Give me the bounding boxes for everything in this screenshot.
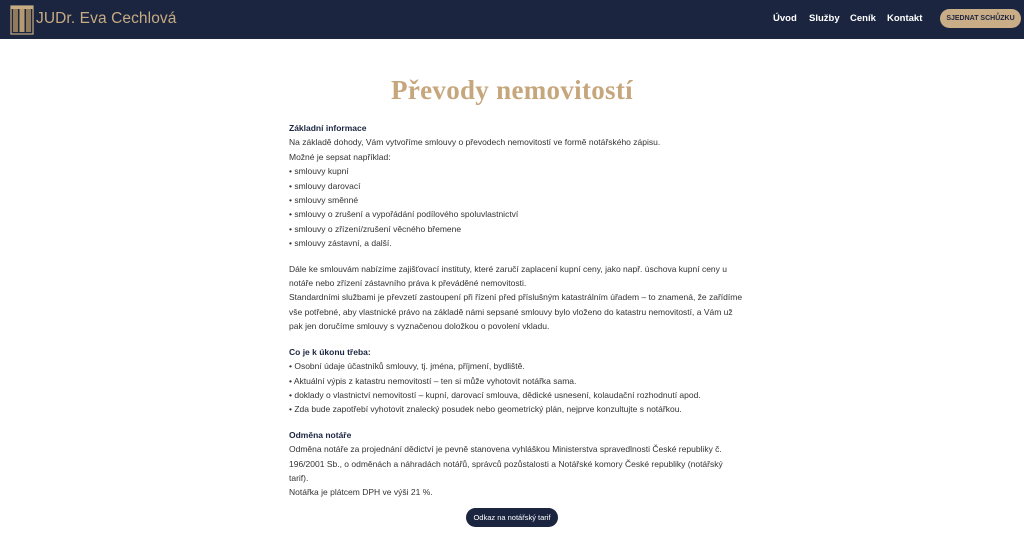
paragraph-line: 196/2001 Sb., o odměnách a náhradách notářů, správců pozůstalosti a Notářské komory České republiky (notářský bbox=[289, 458, 723, 469]
nav-item-kontakt[interactable]: Kontakt bbox=[887, 13, 923, 24]
paragraph-line: Na základě dohody, Vám vytvoříme smlouvy o převodech nemovitostí ve formě notářského zápisu. bbox=[289, 137, 661, 148]
page-title: Převody nemovitostí bbox=[391, 75, 633, 105]
nav-item-cenik[interactable]: Ceník bbox=[850, 13, 876, 24]
list-item: • Aktuální výpis z katastru nemovitostí – ten si může vyhotovit notářka sama. bbox=[289, 375, 577, 386]
logo-text[interactable]: JUDr. Eva Cechlová bbox=[36, 10, 177, 27]
main-content bbox=[289, 121, 749, 500]
list-item: • smlouvy kupní bbox=[289, 166, 349, 177]
paragraph-line: tarif). bbox=[289, 472, 309, 483]
list-item: • Zda bude zapotřebí vyhotovit znalecký posudek nebo geometrický plán, nejprve konzultujte s notářkou. bbox=[289, 404, 682, 415]
list-item: • smlouvy o zřízení/zrušení věcného břemene bbox=[289, 223, 462, 234]
list-item: • smlouvy o zrušení a vypořádání podílového spoluvlastnictví bbox=[289, 209, 519, 220]
spacer bbox=[289, 251, 749, 262]
book-appointment-button[interactable]: SJEDNAT SCHŮZKU bbox=[940, 9, 1021, 28]
list-item: • smlouvy směnné bbox=[289, 195, 359, 206]
top-navigation-bar bbox=[0, 0, 1024, 39]
list-item: • Osobní údaje účastníků smlouvy, tj. jména, příjmení, bydliště. bbox=[289, 361, 525, 372]
section-heading-fee: Odměna notáře bbox=[289, 429, 352, 440]
paragraph-line: Dále ke smlouvám nabízíme zajišťovací instituty, které zaručí zaplacení kupní ceny, jako např. úschova kupní ceny u bbox=[289, 263, 728, 274]
paragraph-line: notáře nebo zřízení zástavního práva k převáděné nemovitosti. bbox=[289, 278, 527, 289]
spacer bbox=[289, 334, 749, 345]
paragraph-line: vše potřebné, aby vlastnické právo na základě námi sepsané smlouvy bylo vloženo do katastru nemovitostí, a Vám už bbox=[289, 306, 733, 317]
section-heading-requirements: Co je k úkonu třeba: bbox=[289, 346, 371, 357]
nav-item-uvod[interactable]: Úvod bbox=[773, 13, 797, 24]
paragraph-line: Notářka je plátcem DPH ve výši 21 %. bbox=[289, 487, 433, 498]
notary-tariff-link-button[interactable]: Odkaz na notářský tarif bbox=[466, 508, 558, 527]
spacer bbox=[289, 417, 749, 428]
section-heading-basic-info: Základní informace bbox=[289, 123, 367, 133]
nav-item-sluzby[interactable]: Služby bbox=[809, 13, 840, 24]
list-item: • doklady o vlastnictví nemovitostí – kupní, darovací smlouva, dědické usnesení, kolaudační rozhodnutí apod. bbox=[289, 389, 701, 400]
paragraph-line: Možné je sepsat například: bbox=[289, 151, 391, 162]
list-item: • smlouvy zástavní, a další. bbox=[289, 238, 392, 249]
list-item: • smlouvy darovací bbox=[289, 180, 361, 191]
paragraph-line: pak jen doručíme smlouvy s vyznačenou doložkou o povolení vkladu. bbox=[289, 321, 550, 332]
logo-icon[interactable] bbox=[10, 5, 34, 35]
paragraph-line: Standardními službami je převzetí zastoupení při řízení před příslušným katastrálním úřadem – to znamená, že zařídíme bbox=[289, 292, 743, 303]
paragraph-line: Odměna notáře za projednání dědictví je pevně stanovena vyhláškou Ministerstva spravedlnosti České republiky č. bbox=[289, 444, 722, 455]
